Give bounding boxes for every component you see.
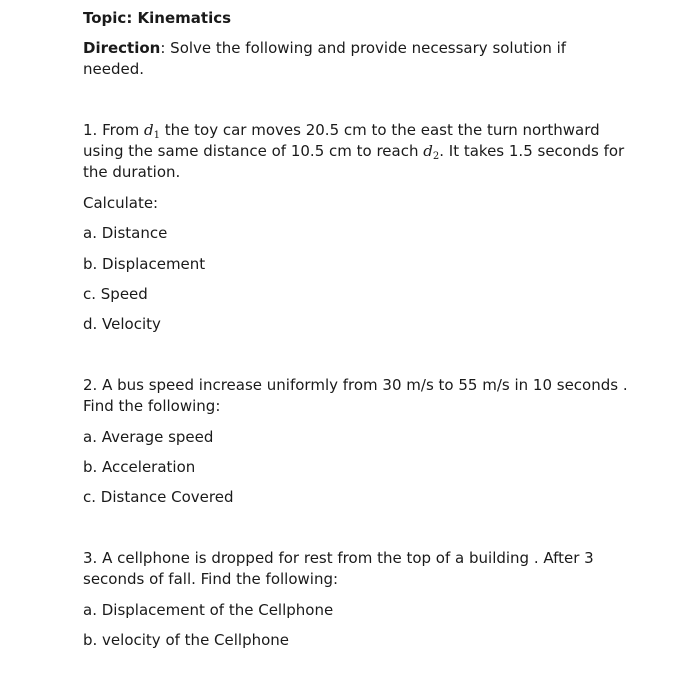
question-1-text-c: . It takes 1.5 seconds for the duration. bbox=[83, 142, 625, 181]
question-3 bbox=[83, 548, 628, 649]
q2-item-c: c. Distance Covered bbox=[83, 488, 234, 506]
calculate-label: Calculate: bbox=[83, 194, 159, 212]
d2-variable: $d_2$ bbox=[423, 142, 440, 162]
question-1-text bbox=[83, 120, 628, 183]
question-3-text: 3. A cellphone is dropped for rest from the top of a building . After 3 seconds of fall. Find the following: bbox=[83, 549, 594, 588]
question-1-text-b: the toy car moves 20.5 cm to the east the turn northward using the same distance of 10.5 cm to reach bbox=[83, 121, 600, 160]
q1-item-c: c. Speed bbox=[83, 285, 148, 303]
q1-item-b: b. Displacement bbox=[83, 255, 206, 273]
topic-heading: Topic: Kinematics bbox=[83, 9, 232, 27]
direction-paragraph bbox=[83, 38, 603, 80]
q1-item-d: d. Velocity bbox=[83, 315, 161, 333]
question-1-text-a: 1. From bbox=[83, 121, 145, 139]
q3-item-b: b. velocity of the Cellphone bbox=[83, 631, 290, 649]
q3-item-a: a. Displacement of the Cellphone bbox=[83, 601, 334, 619]
q1-item-a: a. Distance bbox=[83, 224, 168, 242]
d1-variable: $d_1$ bbox=[144, 121, 160, 141]
direction-label: Direction bbox=[83, 39, 161, 57]
question-2-text: 2. A bus speed increase uniformly from 30 m/s to 55 m/s in 10 seconds . Find the following: bbox=[83, 376, 628, 415]
q2-item-a: a. Average speed bbox=[83, 428, 214, 446]
question-1 bbox=[83, 120, 628, 333]
question-2 bbox=[83, 375, 628, 506]
q2-item-b: b. Acceleration bbox=[83, 458, 196, 476]
direction-text: : Solve the following and provide necessary solution if needed. bbox=[83, 39, 567, 78]
